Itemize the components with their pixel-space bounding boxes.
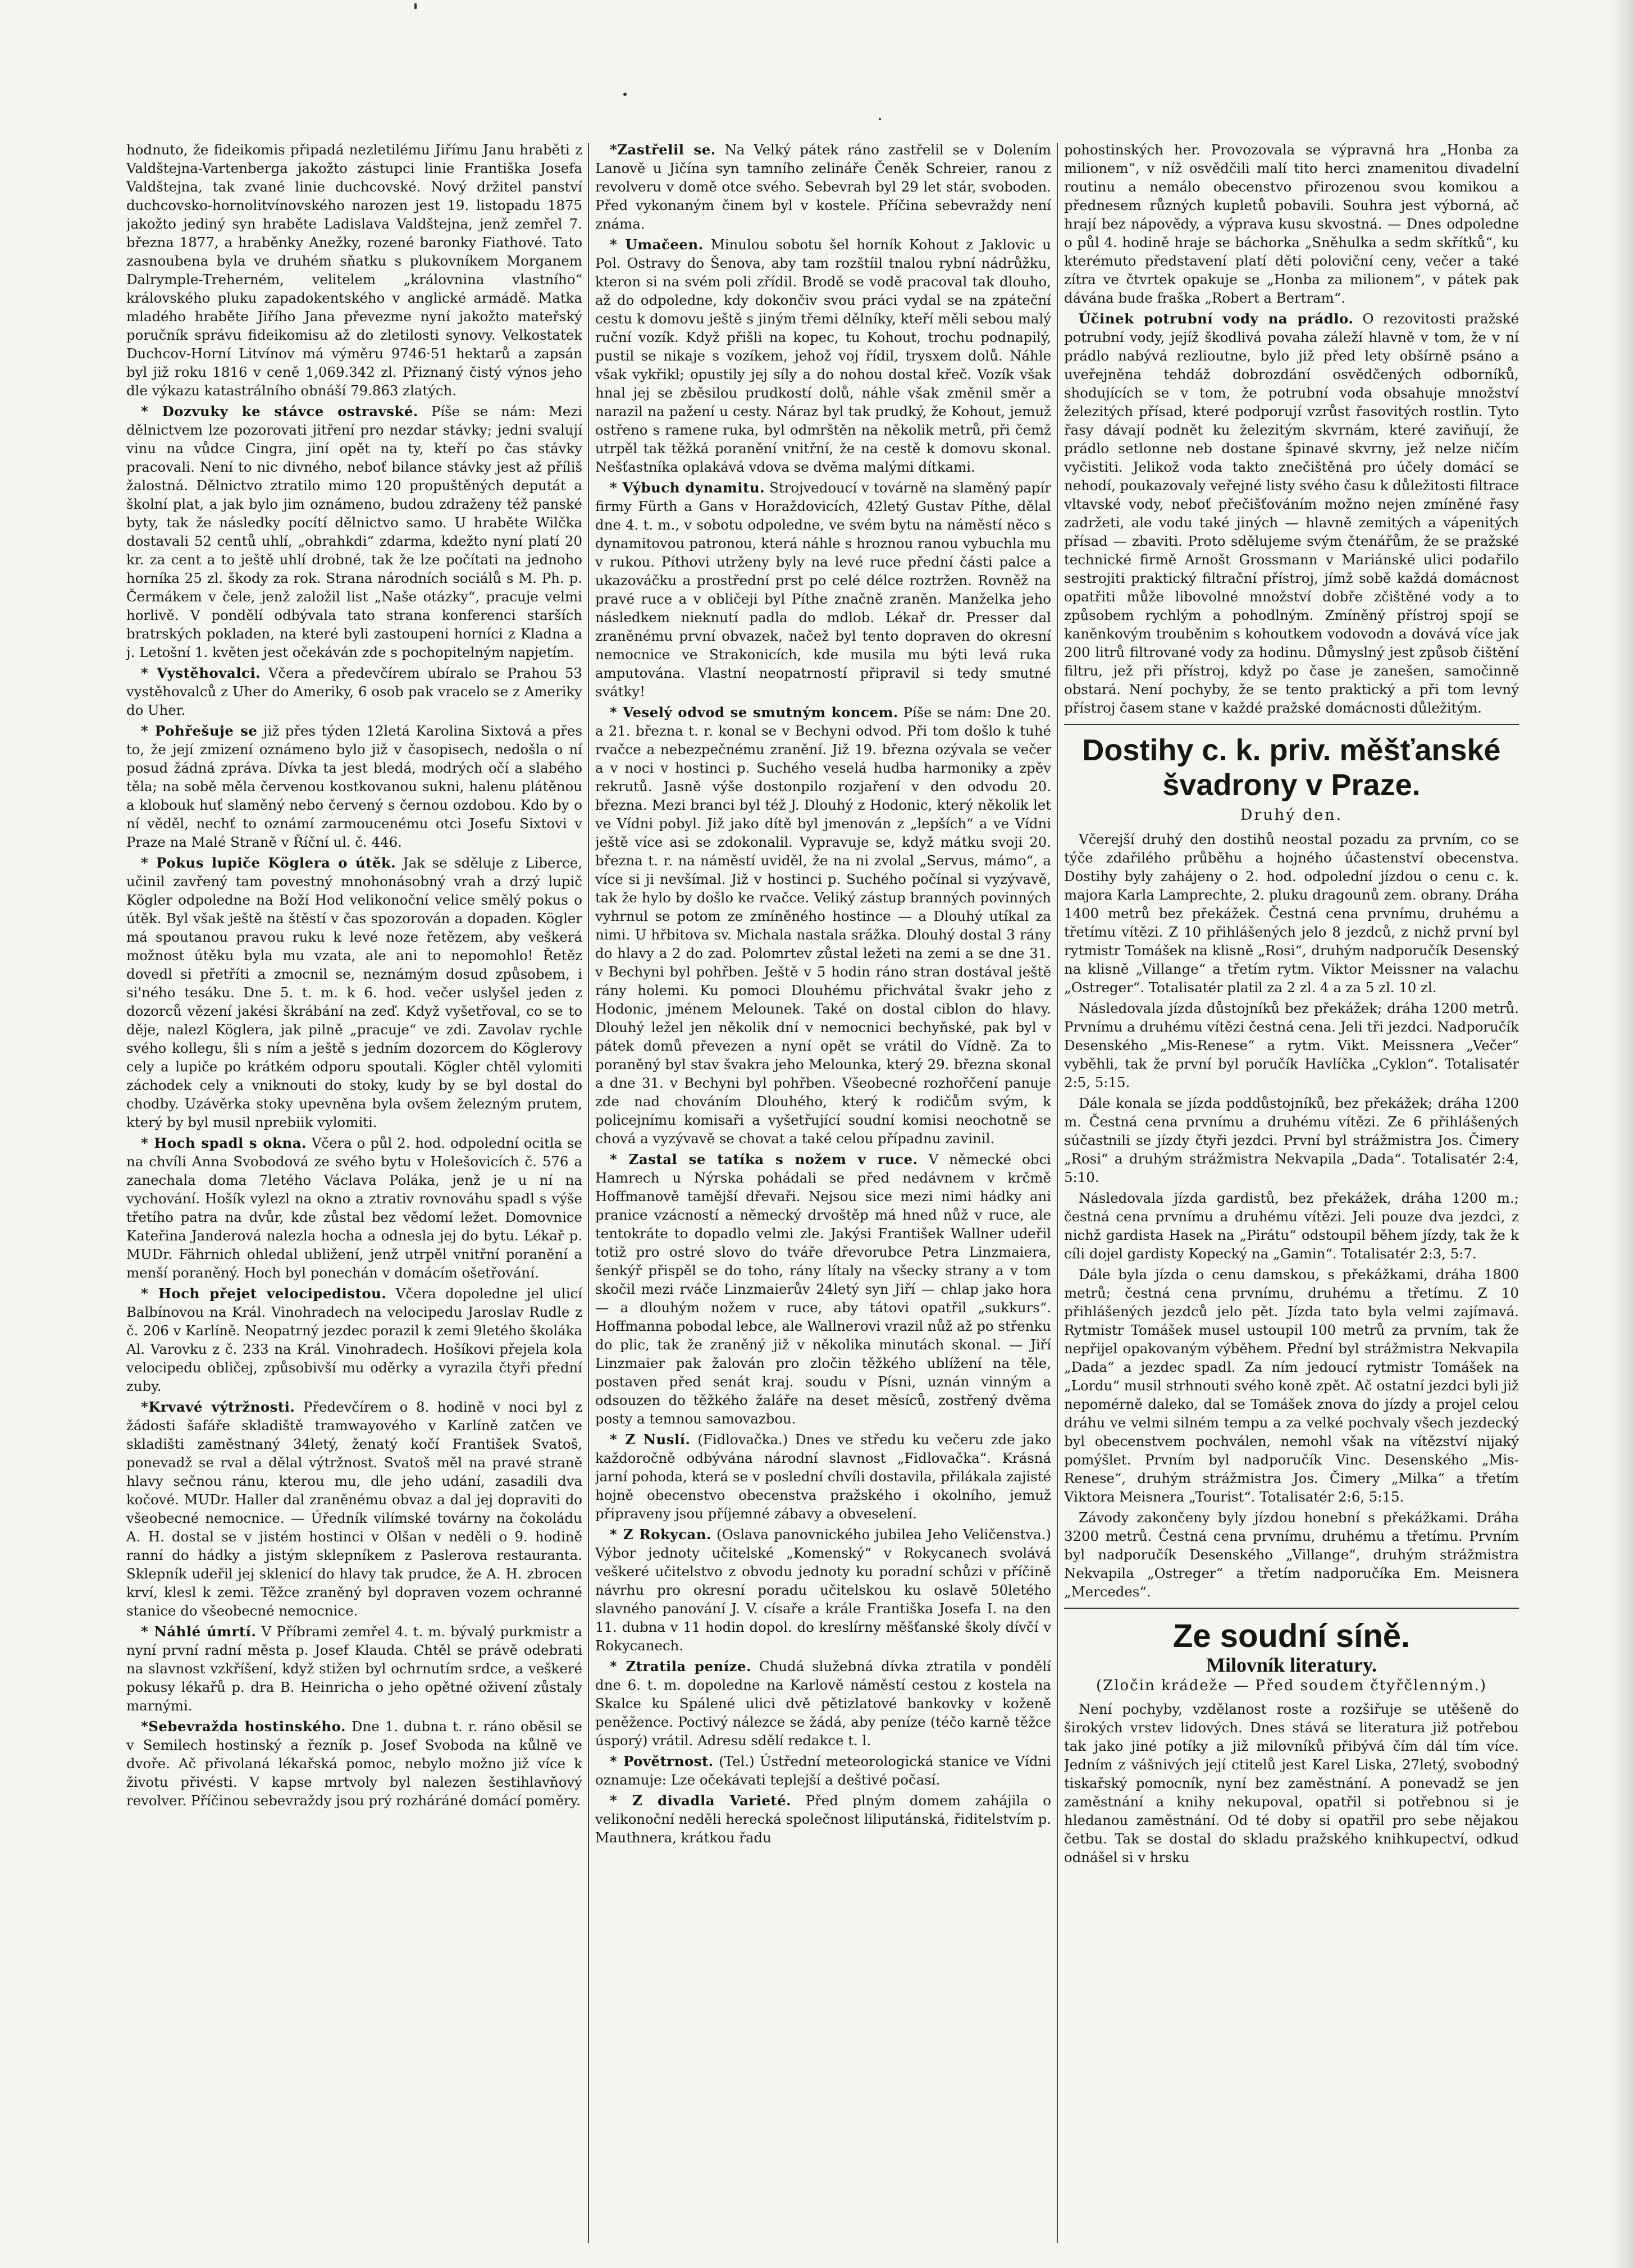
article-text: Předevčírem o 8. hodině v noci byl z žádosti šafáře skladiště tramwayového v Karlíně zatčen ve skladišti zaměstnaný 34letý, ženatý kočí František Svatoš, ponevadž se rval a dělal výtržnost. Svatoš měl na pravé straně hlavy sečnou ránu, kterou mu, dle jeho udání, zasadili dva kočové. MUDr. Haller dal zraněnému obvaz a dal jej dopraviti do všeobecné nemocnice. — Úředník vilímské továrny na čokoládu A. H. dostal se v jistém hostinci v Olšan v neděli o 9. hodině ranní do hádky a jistým sklepníkem z Paslerova restauranta. Sklepník udeřil jej sklenicí do hlavy tak prudce, že A. H. zbrocen krví, klesl k zemi. Těžce zraněný byl dopraven vozem ochranné stanice do všeobecné nemocnice. (126, 1399, 582, 1619)
article-headline: * Z Rokycan. (610, 1526, 711, 1543)
article-text: Na Velký pátek ráno zastřelil se v Dolením Lanově u Jičína syn tamního zelináře Čeněk Schreier, ranou z revolveru v domě otce svého. Sebevrah byl 29 let stár, svoboden. Před vykonaným činem byl v kostele. Příčina sebevraždy není známa. (595, 142, 1051, 232)
news-article (126, 664, 582, 719)
news-article (126, 140, 582, 400)
article-headline: *Krvavé výtržnosti. (141, 1399, 295, 1415)
article-headline: * Umačeen. (610, 236, 704, 253)
news-article (126, 1622, 582, 1715)
news-article (126, 1134, 582, 1282)
article-headline: * Veselý odvod se smutným koncem. (610, 704, 898, 720)
paragraph: Není pochyby, vzdělanost roste a rozšiřuje se utěšeně do širokých vrstev lidových. Dnes stává se literatura již potřebou tak jako jiné potíky a již milovníků přibývá čím dál tím více. Jedním z vášnivých její ctitelů jest Karel Liska, 27letý, svobodný tiskařský pomocník, nyní bez zaměstnání. A ponevadž se jen zaměstnání a knihy nekupoval, opatřil si potřebnou si je hledanou zaměstnání. Od té doby si opatřil pro sebe nějakou četbu. Tak se dostal do skladu pražského knihkupectví, odkud odnášel si v hrsku (1064, 1701, 1519, 1865)
article-headline: * Z divadla Varieté. (610, 1792, 792, 1809)
news-article (126, 1717, 582, 1810)
court-article-note: (Zločin krádeže — Před soudem čtyřčlenným.) (1096, 1677, 1487, 1694)
article-headline: * Výbuch dynamitu. (610, 480, 765, 496)
article-text: Strojvedoucí v továrně na slaměný papír firmy Fürth a Gans v Horaždovicích, 42letý Gustav Píthe, dělal dne 4. t. m., v sobotu odpoledne, ve svém bytu na náměstí něco s dynamitovou patronou, která náhle s hroznou ranou vybuchla mu v rukou. Píthovi utrženy byly na levé ruce přední části palce a ukazováčku a prostřední prst po celé délce roztržen. Rovněž na pravé ruce a v obličeji byl Píthe značně zraněn. Manželka jeho následkem nieknutí padla do mdlob. Lékař dr. Presser dal zraněnému první obvazek, načež byl tento dopraven do okresní nemocnice ve Strakonicích, kde musila mu býti levá ruka amputována. Vlastní neopatrností připravil si tedy smutné svátky! (595, 480, 1051, 700)
article-text: Chudá služebná dívka ztratila v pondělí dne 6. t. m. dopoledne na Karlově náměstí cestou z kostela na Skalce ku Spálené ulici dvě pětizlatové bankovky v koženě peněžence. Poctivý nálezce se žádá, aby peníze (téčo karně těžce úsporý) vrátil. Adresu sdělí redakce t. l. (595, 1658, 1051, 1749)
article-text: Včera dopoledne jel ulicí Balbínovou na Král. Vinohradech na velocipedu Jaroslav Rudle z č. 206 v Karlíně. Neopatrný jezdec porazil k zemi 9letého školáka Al. Varovku z č. 233 na Král. Vinohradech. Hošíkovi přejela kola velocipedu obličej, způsobivší mu oděrky a vyrazila čtyři přední zuby. (126, 1285, 582, 1394)
print-speck (414, 3, 417, 9)
article-text: (Oslava panovnického jubilea Jeho Veličenstva.) Výbor jednoty učitelské „Komenský“ v Rokycanech svolává veškeré učitelstvo z obvodu jednoty ku poradní schůzi v příčině návrhu pro okresní poradu učitelskou ku oslavě 50letého slavného panování J. V. císaře a krále Františka Josefa I. na den 11. dubna v 11 hodin dopol. do kreslírny měšťanské školy dívčí v Rokycanech. (595, 1526, 1051, 1654)
news-article (595, 478, 1051, 701)
news-article (126, 1398, 582, 1620)
column-rule (588, 143, 589, 2243)
news-article (595, 1430, 1051, 1523)
news-article (126, 1284, 582, 1395)
news-article (595, 1752, 1051, 1789)
news-article (595, 1150, 1051, 1428)
court-section-title: Ze soudní síně. (1172, 1618, 1411, 1654)
article-headline: * Hoch přejet velocipedistou. (141, 1285, 387, 1302)
paragraph: Včerejší druhý den dostihů neostal pozadu za prvním, co se týče zdařilého průběhu a hojného účastenství obecenstva. Dostihy byly zahájeny o 2. hod. odpolední jízdou o cenu c. k. majora Karla Lamprechte, 2. pluku dragounů zem. obrany. Dráha 1400 metrů bez překážek. Čestná cena prvnímu, druhému a třetímu vítězi. Z 10 přihlášených jelo 8 jezdců, z nichž první byl rytmistr Tomášek na klisně „Rosi“, druhým nadporučík Desenský na klisně „Villange“ a třetím rytm. Viktor Meissner na valachu „Ostreger“. Totalisatér platil za 2 zl. 4 a za 5 zl. 10 zl. (1064, 831, 1519, 996)
article-headline: * Vystěhovalci. (141, 665, 261, 681)
article-headline: * Hoch spadl s okna. (141, 1135, 307, 1151)
article-headline: *Sebevražda hostinského. (141, 1718, 346, 1735)
paragraph: Následovala jízda důstojníků bez překážek; dráha 1200 metrů. Prvnímu a druhému vítězi čestná cena. Jeli tři jezdci. Nadporučík Desenského „Mis-Renese“ a rytm. Vikt. Meissnera „Večer“ vyběhli, tak že první byl poručík Havlíčka „Cyklon“. Totalisatér 2:5, 5:15. (1064, 1000, 1519, 1090)
article-text: Píše se nám: Dne 20. a 21. března t. r. konal se v Bechyni odvod. Při tom došlo k tuhé rvačce a nebezpečnému zranění. Již 19. března ozývala se večer a v noci v hostinci p. Suchého veselá hudba harmoniky a zpěv rekrutů. Jasně výše dostonpilo rozjaření v den odvodu 20. března. Mezi branci byl též J. Dlouhý z Hodonic, který několik let ve Vídni pobyl. Již jako dítě byl jmenován z „lepších“ a ve Vídni ještě více asi se zdokonalil. Vypravuje se, když mátku svoji 20. března t. r. na náměstí uviděl, že na ni zvolal „Servus, mámo“, a více si ji nevšímal. Již v hostinci p. Suchého počínal si vyzývavě, tak že hylo by došlo ke rvačce. Veliký zástup branných povinných vyhrnul se potom ze zmíněného hostince — a Dlouhý utíkal za nimi. U hřbitova sv. Michala nastala srážka. Dlouhý dostal 3 rány do hlavy a 2 do zad. Polomrtev zůstal ležeti na zemi a se dne 31. v Bechyni byl pohřben. Ještě v 5 hodin ráno stran dostával ještě rány holemi. Ku pomoci Dlouhému přichvátal švakr jeho z Hodonic, jménem Melounek. Také on dostal ciblon do hlavy. Dlouhý ležel jen několik dní v nemocnici bechyňské, pak byl v pátek domů převezen a nyní opět se vrátil do Vídně. Za to poraněný byl stav švakra jeho Melounka, který 29. března skonal a dne 31. v Bechyni byl pohřben. Všeobecné rozhořčení panuje zde nad chováním Dlouhého, který k rodičům svým, k policejnímu komisaři a vyšetřující soudní komisi neochotně se chová a vyzývavě se chovat a také celou případnu zavinil. (595, 704, 1051, 1147)
page-edge-shadow (1612, 0, 1634, 2268)
print-speck (623, 93, 627, 96)
article-headline: *Zastřelil se. (610, 142, 716, 158)
news-article (126, 854, 582, 1131)
article-headline: * Zastal se tatíka s nožem v ruce. (610, 1151, 918, 1167)
article-headline: * Z Nuslí. (610, 1431, 691, 1448)
news-article (595, 1657, 1051, 1750)
column-right-articles (1064, 140, 1519, 717)
article-text: Včera a předevčírem ubíralo se Prahou 53 vystěhovalců z Uher do Ameriky, 6 osob pak vracelo se z Ameriky do Uher. (126, 665, 582, 718)
article-headline: * Ztratila peníze. (610, 1658, 751, 1674)
news-article (1064, 309, 1519, 717)
article-headline: * Pohřešuje se (141, 723, 258, 739)
court-article-title: Milovník literatury. (1206, 1654, 1377, 1676)
article-text: Včera o půl 2. hod. odpolední ocitla se na chvíli Anna Svobodová ze svého bytu v Holešovicích č. 576 a zanechala doma 7letého Václava Poláka, jenž je u ní na vychování. Hošík vylezl na okno a ztrativ rovnováhu spadl s výše třetího patra na dvůr, kde zůstal bez vědomí ležet. Domovnice Kateřina Janderová nalezla hocha a odnesla jej do bytu. Lékař p. MUDr. Fährnich ohledal ubližení, jenž utrpěl vnitřní poranění a menší poraněný. Hoch byl ponechán v domácím ošetřování. (126, 1135, 582, 1281)
article-headline: * Náhlé úmrtí. (141, 1623, 257, 1640)
article-headline: * Pokus lupiče Köglera o útěk. (141, 855, 396, 871)
news-article (595, 1525, 1051, 1655)
paragraph: Dále byla jízda o cenu damskou, s překážkami, dráha 1800 metrů; čestná cena prvnímu, druhému a třetímu. Z 10 přihlášených jezdců jelo pět. Jízda tato byla velmi zajímavá. Rytmistr Tomášek musel ustoupil 100 metrů za prvním, tak že nepřijel opakovaným výběhem. Přední byl strážmistra Nekvapila „Dada“ a jezdec spadl. Za ním jedoucí rytmistr Tomášek na „Lordu“ musil strhnouti svého koně zpět. Ač ostatní jezdci byli již nepomérně daleko, dal se Tomášek znova do jízdy a projel celou dráhu ve velmi silném tempu a za velké pochvaly všech jezdecký byl obecenstvem pochválen, nemohl však na vítězství nijaký pomýšlet. Prvním byl nadporučík Vinc. Desenského „Mis-Renese“, druhým strážmistra Jos. Čimery „Milka“ a třetím Viktora Meisnera „Tourist“. Totalisatér 2:6, 5:15. (1064, 1266, 1519, 1505)
article-text: pohostinských her. Provozovala se výpravná hra „Honba za milionem“, v níž osvědčili malí tito herci znamenitou divadelní routinu a nemálo obecenstvo přirozenou svou komikou a přednesem různých kupletů pobavili. Souhra jest výborná, ač hrají bez nápovědy, a výprava kusu skvostná. — Dnes odpoledne o půl 4. hodině hraje se báchorka „Sněhulka a sedm skřítků“, ku kterémuto představení platí děti poloviční ceny, večer a také zítra ve čtvrtek opakuje se „Honba za milionem“, v pátek pak dávána bude fraška „Robert a Bertram“. (1064, 142, 1519, 306)
article-headline: * Dozvuky ke stávce ostravské. (141, 403, 418, 419)
article-text: O rezovitosti pražské potrubní vody, jejíž škodlivá povaha záleží hlavně v tom, že v ní prádlo nabývá rezlioutne, bylo již před lety obšírně psáno a uveřejněna tehdáž dobrozdání osvědčených odborníků, shodujících se v tom, že potrubní voda obsahuje množství železitých přísad, které podporují vzrůst řasovitých rostlin. Tyto řasy dávají podnět ku železitým skvrnám, které zaviňují, že prádlo setlonne neb dostane špinavé skvrny, jež nelze ničím vyčistiti. Jelikož voda takto znečištěná pro účely domácí se nehodí, poukazovaly veřejné listy svého času k důležitosti filtrace vltavské vody, neboť přečišťováním možno nejen zmíněné řasy zadržeti, ale vodu také jiných — hlavně zemitých a vápenitých přísad — zbaviti. Proto sdělujeme svým čtenářům, že se pražské technické firmě Arnošt Grossmann v Mariánské ulici podařilo sestrojiti praktický filtrační přístroj, jímž sobě každá domácnost opatřiti může libovolné množství dobře zčištěné vody a to způsobem rychlým a pohodlným. Zmíněný přístroj spojí se kaněnkovým trouběnim s kohoutkem vodovodn a dovává více jak 200 litrů filtrované vody za hodinu. Důmyslný jest způsob čištění filtru, jež při přístroj, když po čase je zanešen, samočinně obstará. Není pochyby, že se tento praktický a při tom levný přístroj časem stane v každé pražské domácnosti důležitým. (1064, 311, 1519, 716)
article-headline: * Povětrnost. (610, 1753, 714, 1769)
race-report-title: Dostihy c. k. priv. měšťanské švadrony v Praze. (1082, 733, 1501, 802)
column-rule (1057, 143, 1058, 2243)
article-text: již přes týden 12letá Karolina Sixtová a přes to, že její zmizení oznámeno bylo již v časopisech, nedošla o ní posud žádná zpráva. Dívka ta jest bledá, modrých očí a slabého těla; na sobě měla červenou kostkovanou sukni, halenu plátěnou a klobouk huť slaměný nebo červený s černou ozdobou. Kdo by o ní věděl, nechť to oznámí zarmoucenému otci Josefu Sixtovi v Praze na Malé Straně v Říční ul. č. 446. (126, 723, 582, 850)
column-middle (595, 140, 1051, 2246)
paragraph: Dále konala se jízda poddůstojníků, bez překážek; dráha 1200 m. Čestná cena prvnímu a druhému vítězi. Ze 6 přihlášených súčastnili se jízdy čtyři jezdci. První byl strážmistra Jos. Čimery „Rosi“ a druhým strážmistra Nekvapila „Dada“. Totalisatér 2:4, 5:10. (1064, 1095, 1519, 1185)
section-divider (1064, 724, 1519, 725)
article-text: Minulou sobotu šel horník Kohout z Jaklovic u Pol. Ostravy do Šenova, aby tam rozštíil tnalou rybní nádrůžku, kteron si na svém poli zřídil. Brodě se vodě pracoval tak dlouho, až do odpoledne, kdy dokončiv svou práci vydal se na zpáteční cestu k domovu ještě s jiným třemi dělníky, kteří měli sebou malý ruční vozík. Když přišli na kopec, tu Kohout, trochu podnapilý, pustil se nikaje s vozíkem, jehož voj řídil, trysxem dolů. Náhle však vykřikl; opustily jej síly a do nohou dostal křeč. Vozík však hnal jej se zběsilou prudkostí dolů, náhle však změnil směr a narazil na pažení u cesty. Náraz byl tak prudký, že Kohout, jemuž ostřeno s ramene ruka, byl odmrštěn na několik metrů, při čemž utrpěl tak těžká poranění vnitřní, že na cestě k domovu skonal. Nešťastníka oplakává vdova se dvěma malými dítkami. (595, 236, 1051, 475)
article-text: V německé obci Hamrech u Nýrska pohádali se před nedávnem v krčmě Hoffmanově tamější dřevaři. Nejsou sice mezi nimi hádky ani pranice vzácností a německý drvoštěp má hned nůž v ruce, ale tentokráte to dopadlo velmi zle. Jakýsi František Wallner udeřil totiž pro ostré slovo do tváře dřevorubce Petra Linzmaiera, šenkýř přispěl se do toho, rány lítaly na všecky strany a v tom skočil mezi rváče Linzmaierův 24letý syn Jiří — chlap jako hora — a dlouhým nožem v ruce, aby tátovi opatřil „sukkurs“. Hoffmanna pobodal lebce, ale Wallnerovi vrazil nůž až po střenku do plic, tak že zraněný již v několika minutách skonal. — Jiří Linzmaier pak žalován pro zločin těžkého ublížení na těle, postaven před senát kraj. soudu v Písni, uznán vinným a odsouzen do těžkého žaláře na deset měsíců, zostřený dvěma posty a temnou samovazbou. (595, 1151, 1051, 1427)
article-text: V Příbrami zemřel 4. t. m. bývalý purkmistr a nyní první radní města p. Josef Klauda. Chtěl se právě odebrati na slavnost vzkříšení, když stižen byl ochrnutím srdce, a veškeré pokusy lékařů p. dra B. Heinricha o jeho opětné oživení zůstaly marnými. (126, 1623, 582, 1714)
article-text: Jak se sděluje z Liberce, učinil zavřený tam povestný mnohonásobný vrah a drzý lupič Kögler odpoledne na Boží Hod velikonoční velice smělý pokus o útěk. Byl však ještě na štěstí v čas spozorován a dopaden. Kögler má spoutanou pravou ruku k levé noze řetězem, aby veškerá možnost útěku byla mu vzata, ale ani to nepomohlo! Řetěz dovedl si přetříti a zmocnil se, neznámým dosud způsobem, i si'ného tesáku. Dne 5. t. m. k 6. hod. večer uslyšel jeden z dozorců vězení jakési škrábání na zeď. Když vyšetřoval, co se to děje, nalezl Köglera, jak pilně „pracuje“ ve zdi. Zavolav rychle svého kollegu, šli s ním a ještě s jedním dozorcem do Köglerovy cely a lupiče po krátkém odporu spoutali. Kögler chtěl vylomiti záchodek cely a vniknouti do stoky, kudy by se byl dostal do chodby. Uzávěrka stoky upevněna byla ovšem železným prutem, který by byl musil nprebiik vylomiti. (126, 855, 582, 1130)
news-article (126, 722, 582, 851)
court-article-body (1064, 1700, 1519, 1867)
section-divider (1064, 1608, 1519, 1609)
article-text: hodnuto, že fideikomis připadá nezletilému Jiřímu Janu hraběti z Valdštejna-Vartenberga jakožto zástupci linie Františka Josefa Valdštejna, tak zvané linie duchcovské. Nový držitel panství duchcovsko-hornolitvínovského narozen jest 19. listopadu 1875 jakožto jediný syn hraběte Ladislava Valdštejna, jenž zemřel 7. března 1877, a hraběnky Anežky, rozené baronky Fiathové. Tato zasnoubena byla ve druhém sňatku s plukovníkem Morganem Dalrymple-Treherném, velitelem „královnina vlastního“ královského pluku zapadokentského v anglické armádě. Matka mladého hraběte Jiřího Jana převezme nyní jakožto mateřský poručník správu fideikomisu až do zletilosti synovy. Velkostatek Duchcov-Horní Litvínov má výměru 9746·51 hektarů a zapsán byl již roku 1816 v ceně 1,069.342 zl. Přiznaný čistý výnos jeho dle výkazu katastrálního obnáší 79.863 zlatých. (126, 142, 582, 399)
article-text: (Fidlovačka.) Dnes ve středu ku večeru zde jako každoročně odbývána národní slavnost „Fidlovačka“. Krásná jarní pohoda, která se v poslední chvíli dostavila, přilákala zajisté hojně obecenstvo obecenstva pražského i okolního, jemuž připraveny jsou příjemné zábavy a obveselení. (595, 1431, 1051, 1522)
article-text: Píše se nám: Mezi dělnictvem lze pozorovati jitření pro nezdar stávky; jedni svalují vinu na vůdce Cingra, jiní opět na ty, kteří po čas stávky pracovali. Není to nic divného, neboť bilance stávky jest až příliš žalostná. Dělnictvo ztratilo mimo 120 propuštěných deputát a školní plat, a jak bylo jim oznámeno, budou zdraženy též panské byty, tak že následky pocítí dělnictvo samo. U hraběte Wilčka dostavali 52 centů uhlí, „obrahkdi“ zdarma, kdežto nyní platí 20 kr. za cent a to ještě uhlí drobné, tak že lze počítati na jednoho horníka 25 zl. škody za rok. Strana národních sociálů s M. Ph. p. Čermákem v čele, jenž založil list „Naše otázky“, pracuje velmi horlivě. V pondělí odbývala tato strana konferenci starších bratrských pokladen, na které byli zastoupeni horníci z Kladna a j. Letošní 1. květen jest očekáván zde s pochopitelným napjetím. (126, 403, 582, 660)
paragraph: Závody zakončeny byly jízdou honební s překážkami. Dráha 3200 metrů. Čestná cena prvnímu, druhému a třetímu. Prvním byl nadporučík Desenského „Villange“, druhým strážmistra Nekvapila „Ostreger“ a třetím nadporučíka Em. Meisnera „Mercedes“. (1064, 1509, 1519, 1600)
column-left (126, 140, 582, 2246)
news-article (595, 140, 1051, 233)
print-speck (879, 118, 881, 120)
article-text: (Tel.) Ústřední meteorologická stanice ve Vídni oznamuje: Lze očekávati teplejší a deštivé počasí. (595, 1753, 1051, 1788)
news-article (1064, 140, 1519, 307)
news-article (126, 402, 582, 661)
news-article (595, 235, 1051, 476)
column-right (1064, 140, 1519, 2246)
news-article (595, 703, 1051, 1148)
article-headline: Účinek potrubní vody na prádlo. (1079, 311, 1354, 327)
article-text: Před plným domem zahájila o velikonoční neděli herecká společnost liliputánská, řiditelstvím p. Mauthnera, krátkou řadu (595, 1792, 1051, 1846)
race-report-subtitle: Druhý den. (1240, 806, 1343, 824)
paragraph: Následovala jízda gardistů, bez překážek, dráha 1200 m.; čestná cena prvnímu a druhému vítězi. Jeli pouze dva jezdci, z nichž gardista Hasek na „Pirátu“ odstoupil během jízdy, tak že k cíli dojel gardisty Kopecký na „Gamin“. Totalisatér 2:3, 5:7. (1064, 1190, 1519, 1262)
news-article (595, 1791, 1051, 1847)
race-report-body (1064, 830, 1519, 1601)
article-text: Dne 1. dubna t. r. ráno oběsil se v Semilech hostinský a řezník p. Josef Svoboda na kůlně ve dvoře. Ač přivolaná lékařská pomoc, nebylo možno již více k životu přivésti. V kapse mrtvoly byl nalezen šestihlavňový revolver. Příčinou sebevraždy jsou prý rozháráné domácí poměry. (126, 1718, 582, 1809)
